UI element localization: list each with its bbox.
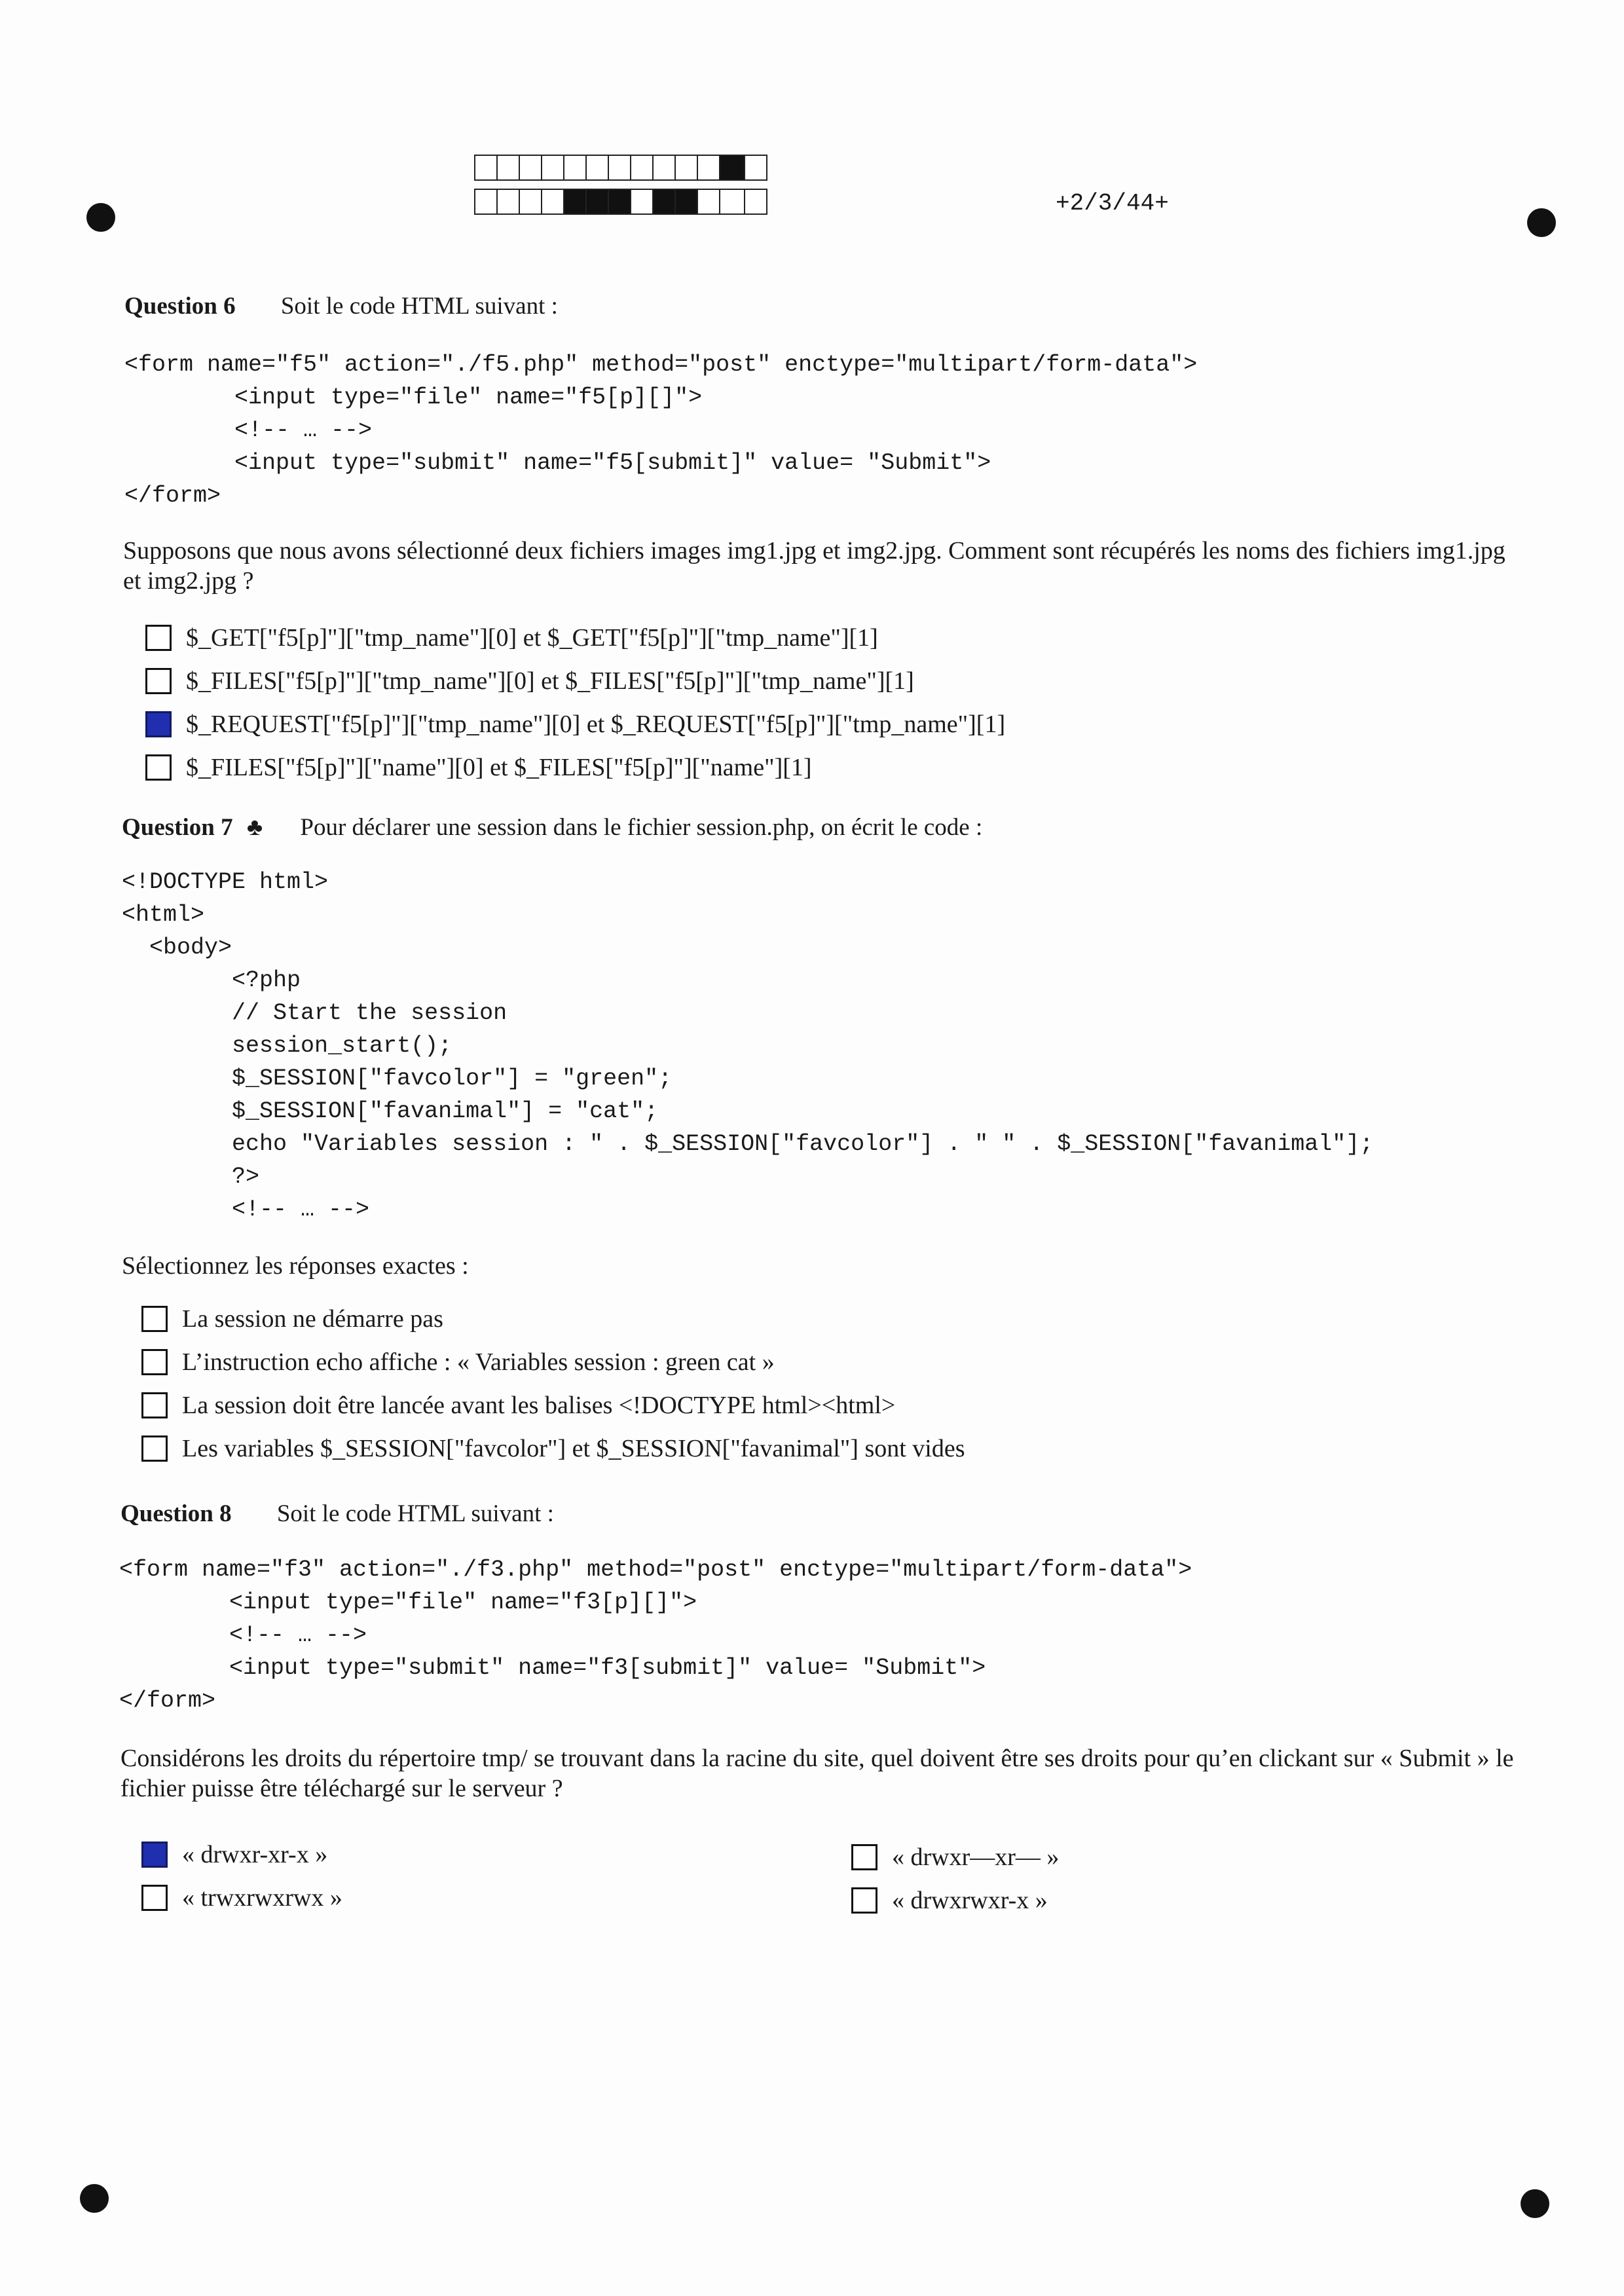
- q8-option-1-label: « drwxr-xr-x »: [182, 1841, 328, 1868]
- id-code-cell: [563, 189, 587, 215]
- q7-option-3-checkbox[interactable]: [141, 1392, 168, 1418]
- q8-option-2[interactable]: [851, 1843, 1059, 1872]
- q6-option-1-checkbox[interactable]: [145, 625, 172, 651]
- q6-option-3-checkbox[interactable]: [145, 711, 172, 737]
- q6-option-2-label: $_FILES["f5[p]"]["tmp_name"][0] et $_FILES["f5[p]"]["tmp_name"][1]: [186, 667, 914, 695]
- id-code-cell: [541, 155, 564, 181]
- q6-option-3[interactable]: [145, 710, 1005, 739]
- q8-label: Question 8: [120, 1500, 232, 1527]
- q8-option-3-checkbox[interactable]: [141, 1885, 168, 1911]
- q8-option-1-checkbox[interactable]: [141, 1842, 168, 1868]
- id-code-cell: [563, 155, 587, 181]
- id-code-row-2: [474, 189, 767, 215]
- id-code-cell: [674, 155, 698, 181]
- q6-code: <form name="f5" action="./f5.php" method="post" enctype="multipart/form-data"> <input type="file" name="f5[p][]"> <!-- … --> <input type="submit" name="f5[submit]" value= "Submit"> </form>: [124, 352, 1198, 509]
- q7-question: Sélectionnez les réponses exactes :: [122, 1252, 469, 1280]
- q6-question: Supposons que nous avons sélectionné deux fichiers images img1.jpg et img2.jpg. Comment sont récupérés les noms des fichiers img1.jpg et img2.jpg ?: [123, 537, 1505, 595]
- q8-option-2-label: « drwxr—xr— »: [892, 1843, 1060, 1871]
- q7-option-4[interactable]: [141, 1434, 965, 1463]
- id-code-cell: [674, 189, 698, 215]
- registration-mark-bottom-right: [1521, 2189, 1549, 2218]
- q7-option-1-label: La session ne démarre pas: [182, 1305, 443, 1333]
- q6-option-2-checkbox[interactable]: [145, 668, 172, 694]
- q7-option-4-label: Les variables $_SESSION["favcolor"] et $_SESSION["favanimal"] sont vides: [182, 1435, 965, 1462]
- q8-question: Considérons les droits du répertoire tmp/ se trouvant dans la racine du site, quel doivent être ses droits pour qu’en clickant sur « Submit » le fichier puisse être téléchargé sur le serveur ?: [120, 1745, 1514, 1802]
- q8-option-3[interactable]: [141, 1883, 342, 1912]
- q8-option-4[interactable]: [851, 1886, 1048, 1915]
- id-code-cell: [608, 189, 631, 215]
- q6-label: Question 6: [124, 293, 236, 320]
- id-code-cell: [496, 189, 520, 215]
- id-code-cell: [496, 155, 520, 181]
- id-code-cell: [744, 155, 767, 181]
- id-code-cell: [608, 155, 631, 181]
- q7-option-3-label: La session doit être lancée avant les balises <!DOCTYPE html><html>: [182, 1392, 896, 1419]
- id-code-cell: [585, 189, 609, 215]
- id-code-cell: [697, 155, 720, 181]
- q7-prompt: Pour déclarer une session dans le fichier session.php, on écrit le code :: [300, 814, 983, 841]
- q7-label: Question 7: [122, 814, 233, 841]
- q7-option-2-label: L’instruction echo affiche : « Variables session : green cat »: [182, 1348, 775, 1376]
- q8-prompt: Soit le code HTML suivant :: [276, 1500, 554, 1527]
- q6-option-3-label: $_REQUEST["f5[p]"]["tmp_name"][0] et $_REQUEST["f5[p]"]["tmp_name"][1]: [186, 711, 1006, 738]
- id-code-cell: [697, 189, 720, 215]
- id-code-cell: [630, 189, 654, 215]
- id-code-cell: [585, 155, 609, 181]
- q7-option-2-checkbox[interactable]: [141, 1349, 168, 1375]
- q7-option-1-checkbox[interactable]: [141, 1306, 168, 1332]
- registration-mark-top-left: [86, 203, 115, 232]
- id-code-cell: [630, 155, 654, 181]
- registration-mark-top-right: [1527, 208, 1556, 237]
- id-code-cell: [719, 155, 745, 181]
- club-icon: ♣: [246, 814, 263, 841]
- id-code-cell: [474, 155, 498, 181]
- q7-option-2[interactable]: [141, 1348, 775, 1377]
- q8-option-2-checkbox[interactable]: [851, 1844, 877, 1870]
- id-code-cell: [744, 189, 767, 215]
- q8-code: <form name="f3" action="./f3.php" method="post" enctype="multipart/form-data"> <input type="file" name="f3[p][]"> <!-- … --> <input type="submit" name="f3[submit]" value= "Submit"> </form>: [119, 1557, 1192, 1714]
- id-code-cell: [474, 189, 498, 215]
- id-code-row-1: [474, 155, 767, 181]
- q8-option-4-checkbox[interactable]: [851, 1887, 877, 1914]
- id-code-cell: [719, 189, 745, 215]
- q6-option-4[interactable]: [145, 753, 812, 782]
- q6-option-1[interactable]: [145, 623, 878, 652]
- page-code: +2/3/44+: [1056, 190, 1169, 217]
- id-code-cell: [541, 189, 564, 215]
- q6-title: [124, 292, 558, 320]
- q6-option-2[interactable]: [145, 667, 914, 695]
- q8-option-4-label: « drwxrwxr-x »: [892, 1887, 1048, 1914]
- q8-option-3-label: « trwxrwxrwx »: [182, 1884, 342, 1912]
- q8-title: [120, 1500, 554, 1528]
- q6-option-4-checkbox[interactable]: [145, 754, 172, 781]
- q7-code: <!DOCTYPE html> <html> <body> <?php // Start the session session_start(); $_SESSION["favcolor"] = "green"; $_SESSION["favanimal"] = "cat"; echo "Variables session : " . $_SESSION["favcolor"] . " " . $_SESSION["favanimal"]; ?> <!-- … -->: [122, 869, 1374, 1223]
- q6-option-1-label: $_GET["f5[p]"]["tmp_name"][0] et $_GET["f5[p]"]["tmp_name"][1]: [186, 624, 878, 652]
- id-code-cell: [652, 155, 676, 181]
- q6-prompt: Soit le code HTML suivant :: [280, 293, 558, 320]
- id-code-cell: [652, 189, 676, 215]
- q8-option-1[interactable]: [141, 1840, 327, 1869]
- registration-mark-bottom-left: [80, 2184, 109, 2213]
- q7-option-1[interactable]: [141, 1305, 443, 1333]
- id-code-cell: [519, 189, 542, 215]
- q7-option-4-checkbox[interactable]: [141, 1435, 168, 1462]
- q7-option-3[interactable]: [141, 1391, 895, 1420]
- q6-option-4-label: $_FILES["f5[p]"]["name"][0] et $_FILES["f5[p]"]["name"][1]: [186, 754, 812, 781]
- id-code-cell: [519, 155, 542, 181]
- q7-title: [122, 813, 982, 842]
